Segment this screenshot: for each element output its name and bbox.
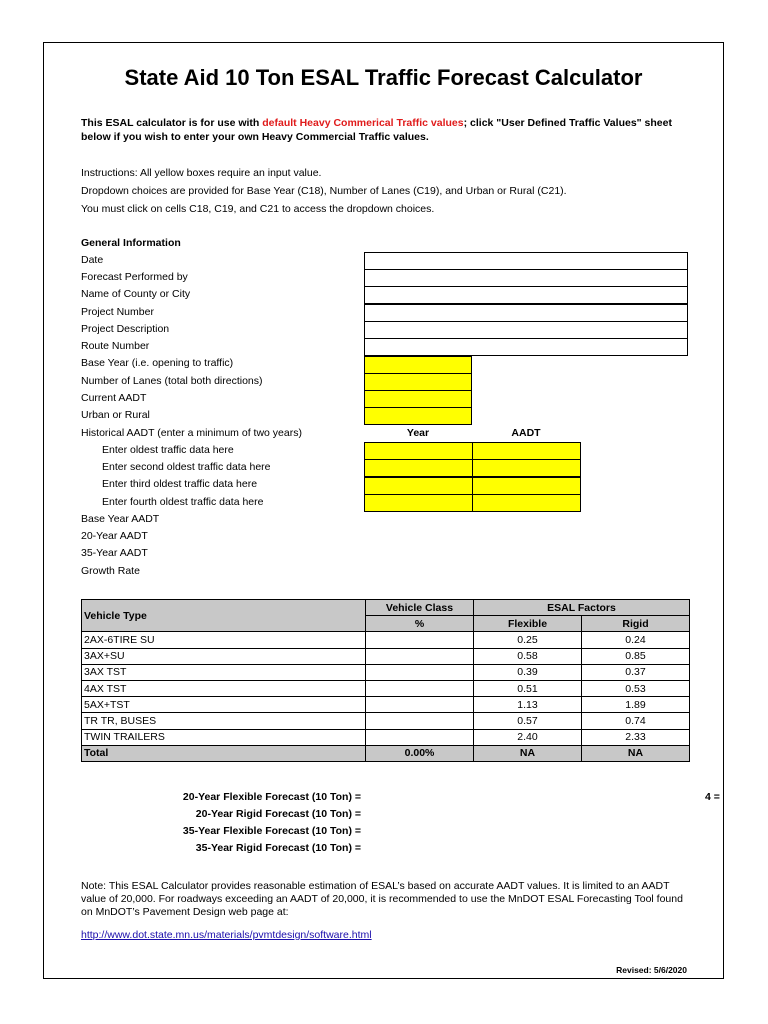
page-title: State Aid 10 Ton ESAL Traffic Forecast Calculator <box>124 65 643 90</box>
table-row <box>82 713 690 729</box>
vehicle-class-header: Vehicle Class <box>366 600 474 616</box>
vehicle-type-cell: 4AX TST <box>82 680 366 696</box>
rigid-factor-cell: 0.53 <box>582 680 690 696</box>
table-row <box>82 697 690 713</box>
label-county-city: Name of County or City <box>81 288 191 300</box>
rigid-factor-cell: 0.85 <box>582 648 690 664</box>
calculator-sheet <box>43 42 724 979</box>
flexible-factor-cell: 0.51 <box>474 680 582 696</box>
third-oldest-year-input[interactable] <box>364 477 473 495</box>
rigid-factor-cell: 1.89 <box>582 697 690 713</box>
forecast-35-rigid-label: 35-Year Rigid Forecast (10 Ton) = <box>195 842 361 854</box>
vehicle-type-cell: TR TR, BUSES <box>82 713 366 729</box>
label-number-of-lanes: Number of Lanes (total both directions) <box>81 375 263 387</box>
intro-text <box>81 117 681 144</box>
base-year-dropdown[interactable] <box>364 356 472 374</box>
urban-rural-dropdown[interactable] <box>364 407 472 425</box>
vehicle-percent-input[interactable] <box>366 632 474 648</box>
instruction-line-3: You must click on cells C18, C19, and C21 to access the dropdown choices. <box>81 203 435 215</box>
third-oldest-aadt-input[interactable] <box>472 477 581 495</box>
project-number-input[interactable] <box>364 304 688 322</box>
general-info-heading: General Information <box>81 237 181 249</box>
table-row <box>82 648 690 664</box>
vehicle-type-cell: 2AX-6TIRE SU <box>82 632 366 648</box>
flexible-factor-cell: 1.13 <box>474 697 582 713</box>
forecast-20-flexible-label: 20-Year Flexible Forecast (10 Ton) = <box>182 791 361 803</box>
label-35-year-aadt: 35-Year AADT <box>81 547 148 559</box>
overflow-text: 4 = <box>705 791 720 803</box>
vehicle-type-cell: 5AX+TST <box>82 697 366 713</box>
rigid-factor-cell: 0.37 <box>582 664 690 680</box>
county-city-input[interactable] <box>364 286 688 304</box>
forecast-35-flexible-label: 35-Year Flexible Forecast (10 Ton) = <box>182 825 361 837</box>
vehicle-percent-input[interactable] <box>366 729 474 745</box>
percent-header: % <box>366 616 474 632</box>
rigid-factor-cell: 0.24 <box>582 632 690 648</box>
total-row <box>82 745 690 761</box>
instruction-line-1: Instructions: All yellow boxes require an input value. <box>81 167 322 179</box>
label-forecast-performed-by: Forecast Performed by <box>81 271 188 283</box>
vehicle-class-table <box>81 599 690 762</box>
total-rigid: NA <box>582 745 690 761</box>
aadt-column-header: AADT <box>511 427 541 439</box>
second-oldest-aadt-input[interactable] <box>472 459 581 477</box>
rigid-factor-cell: 0.74 <box>582 713 690 729</box>
vehicle-percent-input[interactable] <box>366 680 474 696</box>
project-description-input[interactable] <box>364 321 688 339</box>
intro-part2: ; click "User Defined Traffic Values" sheet below if you wish to enter your own Heavy Commercial Traffic values. <box>81 117 672 143</box>
intro-part1: This ESAL calculator is for use with <box>81 117 263 129</box>
vehicle-type-cell: 3AX+SU <box>82 648 366 664</box>
label-date: Date <box>81 254 104 266</box>
current-aadt-input[interactable] <box>364 390 472 408</box>
date-input[interactable] <box>364 252 688 270</box>
second-oldest-year-input[interactable] <box>364 459 473 477</box>
vehicle-type-cell: 3AX TST <box>82 664 366 680</box>
vehicle-percent-input[interactable] <box>366 713 474 729</box>
table-row <box>82 680 690 696</box>
label-project-description: Project Description <box>81 323 170 335</box>
intro-highlight: default Heavy Commerical Traffic values <box>262 117 464 129</box>
number-of-lanes-dropdown[interactable] <box>364 373 472 391</box>
oldest-aadt-input[interactable] <box>472 442 581 460</box>
oldest-year-input[interactable] <box>364 442 473 460</box>
table-row <box>82 729 690 745</box>
rigid-factor-cell: 2.33 <box>582 729 690 745</box>
forecast-20-rigid-label: 20-Year Rigid Forecast (10 Ton) = <box>195 808 361 820</box>
flexible-factor-cell: 0.25 <box>474 632 582 648</box>
table-row <box>82 632 690 648</box>
label-third-oldest-data: Enter third oldest traffic data here <box>102 478 258 490</box>
route-number-input[interactable] <box>364 338 688 356</box>
total-label: Total <box>82 745 366 761</box>
vehicle-percent-input[interactable] <box>366 648 474 664</box>
flexible-factor-cell: 0.58 <box>474 648 582 664</box>
flexible-header: Flexible <box>474 616 582 632</box>
instruction-line-2: Dropdown choices are provided for Base Year (C18), Number of Lanes (C19), and Urban or Rural (C21). <box>81 185 567 197</box>
flexible-factor-cell: 0.39 <box>474 664 582 680</box>
table-row <box>82 664 690 680</box>
flexible-factor-cell: 0.57 <box>474 713 582 729</box>
label-fourth-oldest-data: Enter fourth oldest traffic data here <box>102 496 264 508</box>
vehicle-type-header: Vehicle Type <box>82 600 366 632</box>
revised-date: Revised: 5/6/2020 <box>616 965 687 975</box>
fourth-oldest-aadt-input[interactable] <box>472 494 581 512</box>
forecast-performed-by-input[interactable] <box>364 269 688 287</box>
fourth-oldest-year-input[interactable] <box>364 494 473 512</box>
label-route-number: Route Number <box>81 340 150 352</box>
year-column-header: Year <box>406 427 430 439</box>
vehicle-percent-input[interactable] <box>366 697 474 713</box>
rigid-header: Rigid <box>582 616 690 632</box>
label-20-year-aadt: 20-Year AADT <box>81 530 148 542</box>
vehicle-percent-input[interactable] <box>366 664 474 680</box>
mndot-software-link[interactable]: http://www.dot.state.mn.us/materials/pvmtdesign/software.html <box>81 929 372 941</box>
total-flexible: NA <box>474 745 582 761</box>
label-project-number: Project Number <box>81 306 154 318</box>
label-current-aadt: Current AADT <box>81 392 147 404</box>
label-urban-rural: Urban or Rural <box>81 409 150 421</box>
label-growth-rate: Growth Rate <box>81 565 140 577</box>
vehicle-type-cell: TWIN TRAILERS <box>82 729 366 745</box>
note-text: Note: This ESAL Calculator provides reasonable estimation of ESAL’s based on accurate AADT values. It is limited to an AADT value of 20,000. For roadways exceeding an AADT of 20,000, it is recommended to use the MnDOT ESAL Forecasting Tool found on MnDOT’s Pavement Design web page at: <box>81 880 683 918</box>
label-second-oldest-data: Enter second oldest traffic data here <box>102 461 271 473</box>
label-base-year-aadt: Base Year AADT <box>81 513 160 525</box>
total-percent: 0.00% <box>366 745 474 761</box>
label-historical-aadt: Historical AADT (enter a minimum of two years) <box>81 427 302 439</box>
label-oldest-data: Enter oldest traffic data here <box>102 444 234 456</box>
esal-factors-header: ESAL Factors <box>474 600 690 616</box>
label-base-year: Base Year (i.e. opening to traffic) <box>81 357 234 369</box>
flexible-factor-cell: 2.40 <box>474 729 582 745</box>
